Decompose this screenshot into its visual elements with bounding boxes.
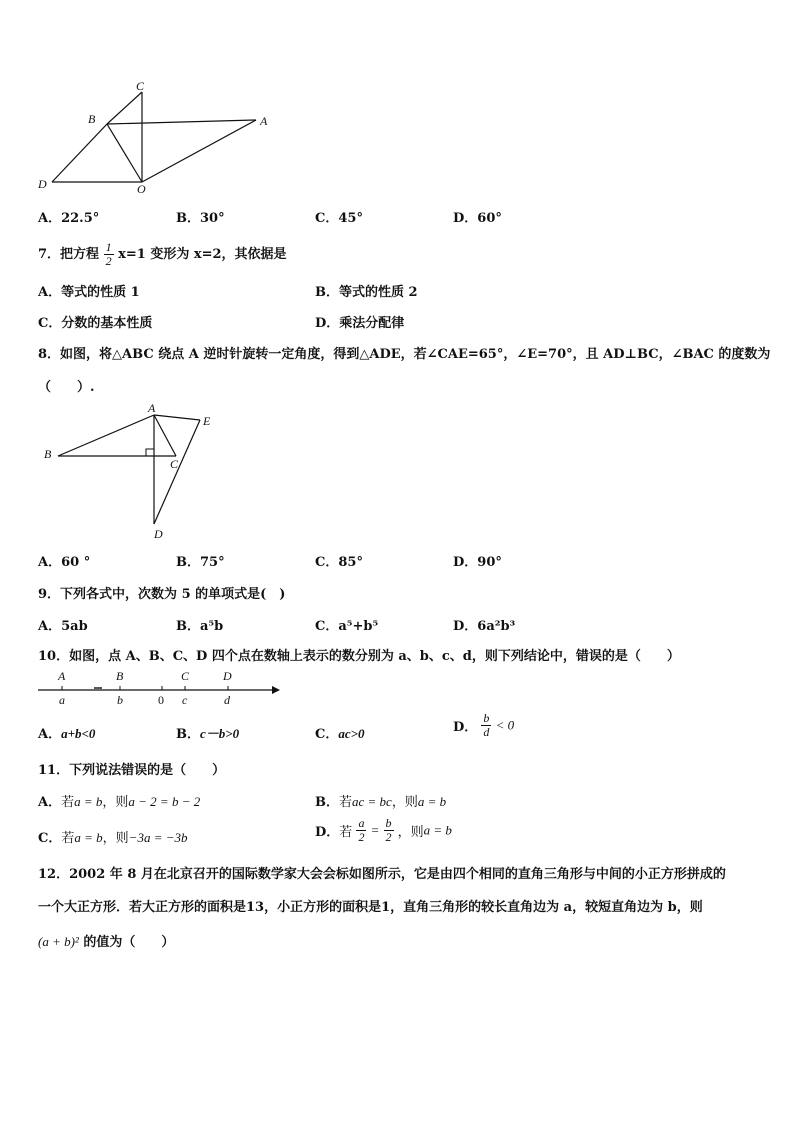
- seg-BA: [107, 120, 256, 124]
- q7-option-a: A．等式的性质 1: [38, 285, 140, 300]
- q6-option-d: D．60°: [453, 211, 502, 226]
- seg-BA: [58, 415, 154, 456]
- q10-option-d: D． $\frac{b}{d}$ < 0: [453, 711, 515, 739]
- q9-stem: 9．下列各式中，次数为 5 的单项式是( ): [38, 587, 286, 602]
- q11-option-c: C．若a = b，则−3a = −3b: [38, 830, 188, 846]
- q10-option-b: B．c－b>0: [176, 726, 240, 742]
- q7-stem: 7．把方程 $\frac{1}{2}$ x=1 变形为 x=2，其依据是: [38, 240, 287, 268]
- q8-option-c: C．85°: [315, 555, 363, 570]
- value-label-d: d: [224, 693, 230, 707]
- q10-stem: 10．如图，点 A、B、C、D 四个点在数轴上表示的数分别为 a、b、c、d，则下列结论中，错误的是（ ）: [38, 649, 680, 664]
- label-C: C: [170, 457, 179, 471]
- seg-AC: [154, 415, 176, 456]
- q10-option-c: C．ac>0: [315, 726, 365, 742]
- label-D: D: [154, 527, 163, 541]
- seg-BO: [107, 124, 142, 182]
- value-label-c: c: [182, 693, 188, 707]
- q8-stem-line1: 8．如图，将△ABC 绕点 A 逆时针旋转一定角度，得到△ADE，若∠CAE=65°，∠E=70°，且 AD⊥BC，∠BAC 的度数为: [38, 347, 771, 362]
- point-label-A: A: [58, 669, 66, 683]
- right-angle-mark: [146, 449, 154, 456]
- seg-OA: [142, 120, 256, 182]
- label-B: B: [44, 447, 52, 461]
- label-D: D: [38, 177, 47, 191]
- q10-option-a: A．a+b<0: [38, 726, 96, 742]
- q11-option-b: B．若ac = bc，则a = b: [315, 794, 447, 810]
- q6-figure: [36, 78, 286, 198]
- q11-optd-frac-a: $\frac{a}{2}$: [358, 816, 365, 844]
- q9-option-d: D．6a²b³: [453, 619, 516, 634]
- q8-option-b: B．75°: [176, 555, 225, 570]
- q7-option-c: C．分数的基本性质: [38, 316, 153, 331]
- seg-DB: [52, 124, 107, 182]
- q10-optd-fraction: $\frac{b}{d}$: [483, 711, 490, 739]
- q9-option-a: A．5ab: [38, 619, 88, 634]
- seg-CB: [107, 92, 142, 124]
- q8-geometry-svg: [36, 398, 236, 543]
- label-C: C: [136, 79, 145, 93]
- point-label-D: D: [223, 669, 232, 683]
- label-A: A: [260, 114, 268, 128]
- label-O: O: [137, 182, 146, 196]
- q9-option-c: C．a⁵+b⁵: [315, 619, 379, 634]
- label-E: E: [203, 414, 211, 428]
- value-label-b: b: [117, 693, 123, 707]
- q11-option-d: D．若 $\frac{a}{2}$ = $\frac{b}{2}$ ，则a = b: [315, 816, 452, 844]
- label-A: A: [148, 401, 156, 415]
- q11-optd-frac-b: $\frac{b}{2}$: [385, 816, 392, 844]
- value-label-a: a: [59, 693, 65, 707]
- q8-stem-line2: （ ）.: [38, 380, 95, 395]
- q7-fraction: $\frac{1}{2}$: [105, 240, 112, 268]
- seg-ED: [154, 420, 200, 524]
- q8-option-d: D．90°: [453, 555, 502, 570]
- q9-option-b: B．a⁵b: [176, 619, 224, 634]
- q11-option-a: A．若a = b，则a − 2 = b − 2: [38, 794, 201, 810]
- q6-option-c: C．45°: [315, 211, 363, 226]
- seg-AE: [154, 415, 200, 420]
- q7-option-d: D．乘法分配律: [315, 316, 405, 331]
- q10-number-line: [36, 666, 286, 710]
- q11-stem: 11．下列说法错误的是（ ）: [38, 763, 226, 778]
- point-label-C: C: [181, 669, 190, 683]
- point-label-B: B: [116, 669, 124, 683]
- value-label-zero: 0: [158, 693, 164, 707]
- q7-option-b: B．等式的性质 2: [315, 285, 418, 300]
- number-line-svg: [36, 666, 286, 710]
- label-B: B: [88, 112, 96, 126]
- axis-arrow-icon: [272, 686, 280, 694]
- q6-option-a: A．22.5°: [38, 211, 100, 226]
- q12-stem-line3: (a + b)² 的值为（ ）: [38, 934, 175, 950]
- q8-option-a: A．60 °: [38, 555, 91, 570]
- q6-geometry-svg: [36, 78, 286, 198]
- q6-option-b: B．30°: [176, 211, 225, 226]
- q12-stem-line1: 12．2002 年 8 月在北京召开的国际数学家大会会标如图所示，它是由四个相同的直角三角形与中间的小正方形拼成的: [38, 867, 726, 882]
- q8-figure: [36, 398, 236, 543]
- q12-stem-line2: 一个大正方形．若大正方形的面积是13，小正方形的面积是1，直角三角形的较长直角边为 a，较短直角边为 b，则: [38, 900, 703, 915]
